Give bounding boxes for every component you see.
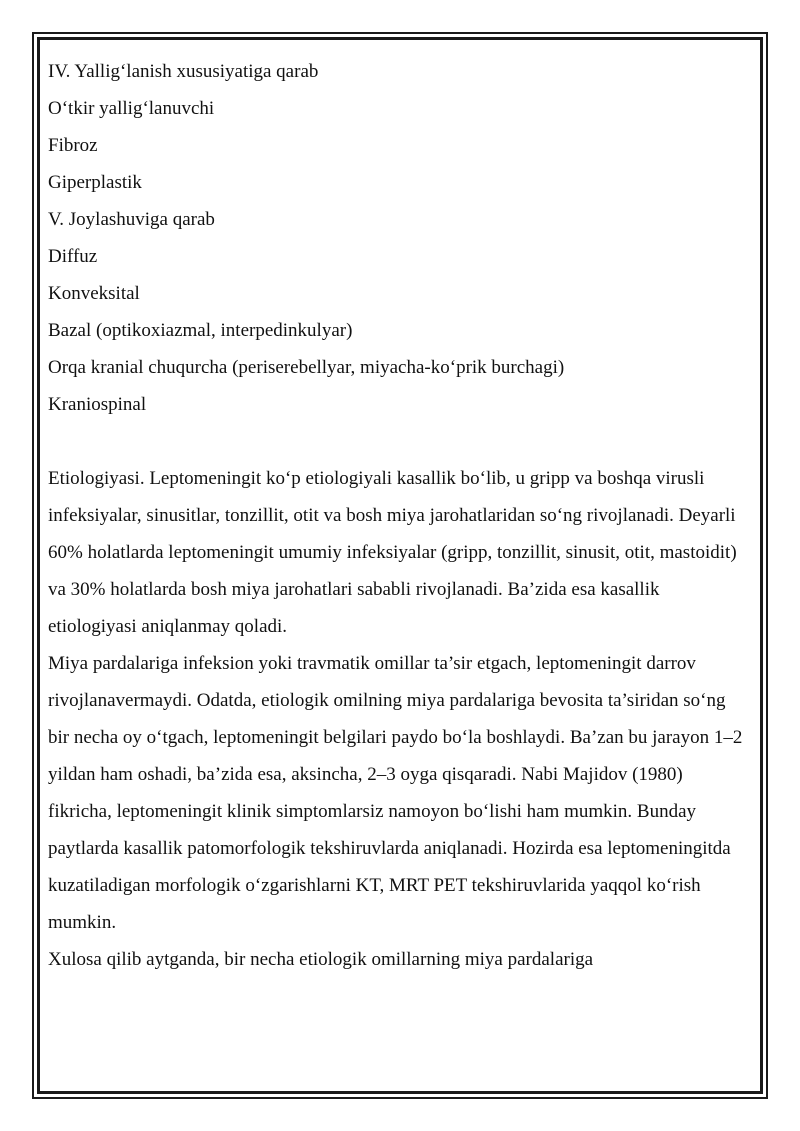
list-item: Fibroz	[48, 135, 98, 156]
conclusion-paragraph: Xulosa qilib aytganda, bir necha etiologik omillarning miya pardalariga	[48, 949, 594, 970]
page-content	[48, 53, 748, 978]
list-item: Bazal (optikoxiazmal, interpedinkulyar)	[48, 320, 353, 341]
list-item: Konveksital	[48, 283, 140, 304]
classification-heading-iv: IV. Yallig‘lanish xususiyatiga qarab	[48, 61, 319, 82]
blank-line	[48, 423, 748, 460]
list-item: Kraniospinal	[48, 394, 147, 415]
body-paragraph: Miya pardalariga infeksion yoki travmatik omillar ta’sir etgach, leptomeningit darrov rivojlanavermaydi. Odatda, etiologik omilning miya pardalariga bevosita ta’siridan so‘ng bir necha oy o‘tgach, leptomeningit belgilari paydo bo‘la boshlaydi. Ba’zan bu jarayon 1–2 yildan ham oshadi, ba’zida esa, aksincha, 2–3 oyga qisqaradi. Nabi Majidov (1980) fikricha, leptomeningit klinik simptomlarsiz namoyon bo‘lishi ham mumkin. Bunday paytlarda kasallik patomorfologik tekshiruvlarda aniqlanadi. Hozirda esa leptomeningitda kuzatiladigan morfologik o‘zgarishlarni KT, MRT PET tekshiruvlarida yaqqol ko‘rish mumkin.	[48, 653, 743, 933]
list-item: O‘tkir yallig‘lanuvchi	[48, 98, 215, 119]
list-item: Diffuz	[48, 246, 98, 267]
list-item: Giperplastik	[48, 172, 142, 193]
etiology-paragraph: Etiologiyasi. Leptomeningit ko‘p etiologiyali kasallik bo‘lib, u gripp va boshqa virusli infeksiyalar, sinusitlar, tonzillit, otit va bosh miya jarohatlaridan so‘ng rivojlanadi. Deyarli 60% holatlarda leptomeningit umumiy infeksiyalar (gripp, tonzillit, sinusit, otit, mastoidit) va 30% holatlarda bosh miya jarohatlari sababli rivojlanadi. Ba’zida esa kasallik etiologiyasi aniqlanmay qoladi.	[48, 468, 737, 637]
list-item: Orqa kranial chuqurcha (periserebellyar, miyacha-ko‘prik burchagi)	[48, 357, 565, 378]
classification-heading-v: V. Joylashuviga qarab	[48, 209, 215, 230]
